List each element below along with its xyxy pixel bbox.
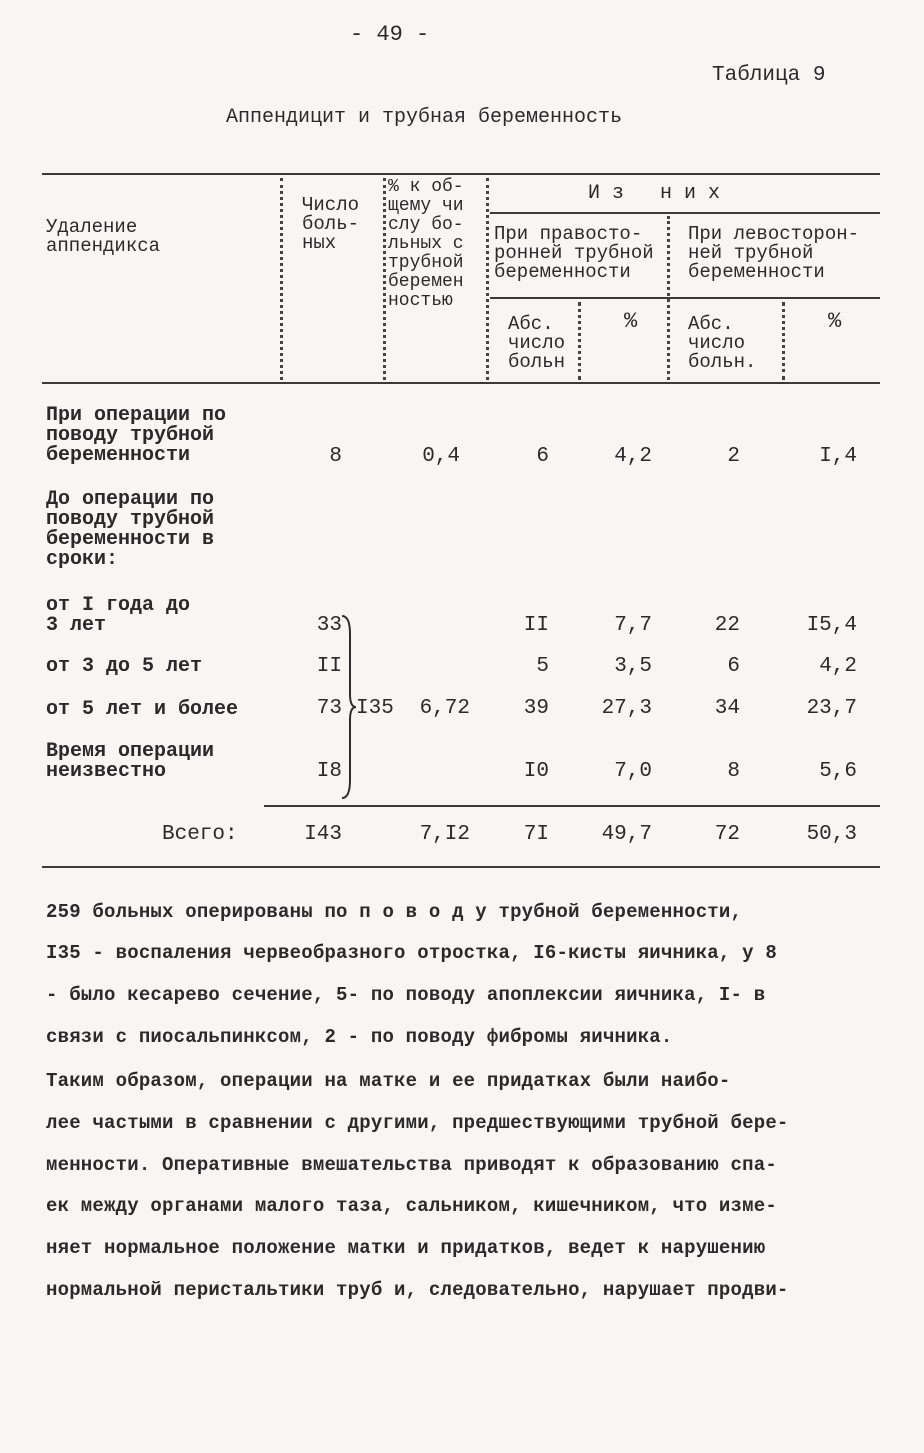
paragraph-line: нормальной перистальтики труб и, следовательно, нарушает продви- bbox=[46, 1279, 789, 1301]
table-bottom-rule bbox=[42, 866, 880, 868]
cell-pct-total: 0,4 bbox=[422, 445, 460, 468]
separator bbox=[578, 302, 581, 380]
total-abs-right: 7I bbox=[523, 823, 549, 846]
header-left-sided: При левосторон- ней трубной беременности bbox=[688, 223, 860, 283]
total-top-rule bbox=[264, 805, 880, 807]
cell-abs-right: I0 bbox=[523, 760, 549, 783]
row-label: Время операции неизвестно bbox=[46, 740, 215, 783]
table-top-rule bbox=[42, 173, 880, 175]
header-pct-left: % bbox=[828, 309, 842, 334]
cell-pct-right: 4,2 bbox=[614, 445, 652, 468]
header-removal: Удаление аппендикса bbox=[46, 216, 161, 257]
cell-abs-right: 6 bbox=[536, 445, 549, 468]
cell-abs-right: 39 bbox=[523, 697, 549, 720]
paragraph-line: лее частыми в сравнении с другими, предшествующими трубной бере- bbox=[46, 1112, 789, 1134]
header-abs-left: Абс. число больн. bbox=[688, 313, 757, 373]
paragraph-line: Таким образом, операции на матке и ее придатках были наибо- bbox=[46, 1070, 731, 1092]
separator bbox=[486, 178, 489, 380]
cell-pct-left: I,4 bbox=[819, 445, 857, 468]
of-them-rule bbox=[490, 212, 880, 214]
total-pct-total: 7,I2 bbox=[419, 823, 470, 846]
paragraph-line: - было кесарево сечение, 5- по поводу апоплексии яичника, I- в bbox=[46, 984, 766, 1006]
row-label: от I года до 3 лет bbox=[46, 594, 191, 637]
cell-patients: II bbox=[316, 655, 342, 678]
cell-abs-left: 8 bbox=[727, 760, 740, 783]
row-label: от 5 лет и более bbox=[46, 698, 239, 721]
cell-pct-right: 7,0 bbox=[614, 760, 652, 783]
header-right-sided: При правосто- ронней трубной беременности bbox=[494, 223, 654, 283]
total-patients: I43 bbox=[304, 823, 342, 846]
total-abs-left: 72 bbox=[714, 823, 740, 846]
separator bbox=[383, 178, 386, 380]
total-pct-right: 49,7 bbox=[601, 823, 652, 846]
cell-abs-left: 34 bbox=[714, 697, 740, 720]
paragraph-line: связи с пиосальпинксом, 2 - по поводу фибромы яичника. bbox=[46, 1026, 673, 1048]
header-of-them: И з н и х bbox=[588, 182, 721, 205]
cell-pct-left: I5,4 bbox=[806, 614, 857, 637]
cell-pct-right: 7,7 bbox=[614, 614, 652, 637]
cell-abs-left: 2 bbox=[727, 445, 740, 468]
cell-abs-left: 6 bbox=[727, 655, 740, 678]
paragraph-line: няет нормальное положение матки и придатков, ведет к нарушению bbox=[46, 1237, 766, 1259]
page-number: - 49 - bbox=[350, 22, 430, 47]
cell-abs-right: II bbox=[523, 614, 549, 637]
header-patients: Число боль- ных bbox=[302, 194, 360, 254]
group-total-patients: I35 bbox=[356, 697, 394, 720]
cell-pct-left: 5,6 bbox=[819, 760, 857, 783]
separator bbox=[782, 302, 785, 380]
cell-patients: 73 bbox=[316, 697, 342, 720]
header-abs-right: Абс. число больн bbox=[508, 313, 566, 373]
row-label: До операции по поводу трубной беременности в сроки: bbox=[46, 488, 215, 571]
header-percent-total: % к об- щему чи слу бо- льных с трубной беремен ностью bbox=[388, 177, 464, 311]
group-total-pct: 6,72 bbox=[419, 697, 470, 720]
subheader-rule bbox=[490, 297, 880, 299]
paragraph-line: ек между органами малого таза, сальником, кишечником, что изме- bbox=[46, 1195, 777, 1217]
header-pct-right: % bbox=[624, 309, 638, 334]
cell-pct-right: 27,3 bbox=[601, 697, 652, 720]
cell-pct-left: 4,2 bbox=[819, 655, 857, 678]
separator bbox=[280, 178, 283, 380]
cell-patients: I8 bbox=[316, 760, 342, 783]
separator bbox=[667, 216, 670, 380]
cell-patients: 8 bbox=[329, 445, 342, 468]
cell-pct-left: 23,7 bbox=[806, 697, 857, 720]
table-label: Таблица 9 bbox=[712, 64, 826, 87]
header-bottom-rule bbox=[42, 382, 880, 384]
paragraph-line: 259 больных оперированы по п о в о д у трубной беременности, bbox=[46, 901, 743, 923]
row-label: от 3 до 5 лет bbox=[46, 655, 203, 678]
paragraph-line: менности. Оперативные вмешательства приводят к образованию спа- bbox=[46, 1154, 777, 1176]
row-label: При операции по поводу трубной беременности bbox=[46, 404, 227, 467]
cell-pct-right: 3,5 bbox=[614, 655, 652, 678]
total-pct-left: 50,3 bbox=[806, 823, 857, 846]
cell-abs-right: 5 bbox=[536, 655, 549, 678]
paragraph-line: I35 - воспаления червеобразного отростка, I6-кисты яичника, у 8 bbox=[46, 942, 777, 964]
cell-abs-left: 22 bbox=[714, 614, 740, 637]
cell-patients: 33 bbox=[316, 614, 342, 637]
total-label: Всего: bbox=[162, 823, 238, 846]
table-title: Аппендицит и трубная беременность bbox=[226, 106, 623, 129]
